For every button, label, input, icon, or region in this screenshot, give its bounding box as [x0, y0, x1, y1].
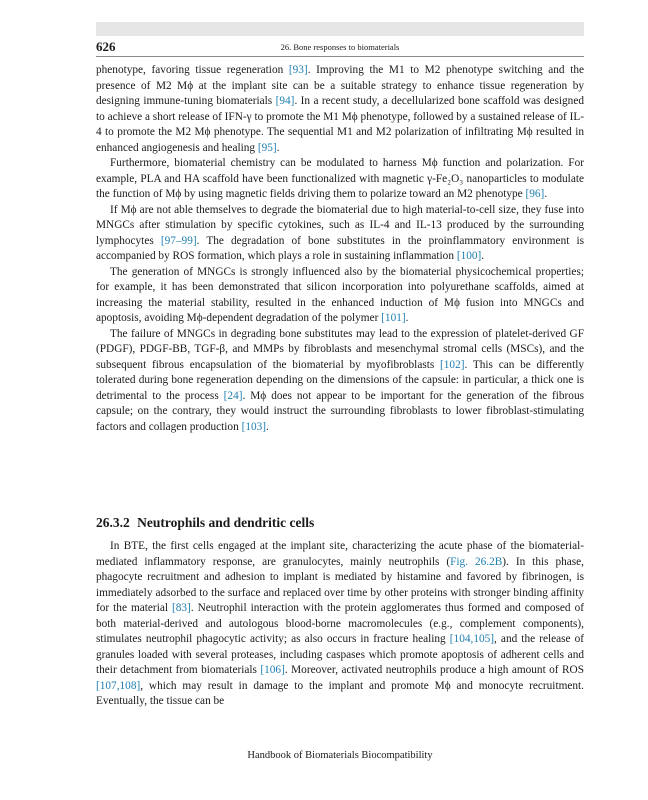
citation-link[interactable]: [104,105] [449, 633, 495, 645]
citation-link[interactable]: [24] [223, 389, 243, 402]
running-head: 26. Bone responses to biomaterials [280, 42, 400, 52]
citation-link[interactable]: [102] [440, 358, 465, 371]
text-run: . Improving the M1 to M2 phenotype switching and the presence of M2 Mϕ at the implant site can be a suitable strategy to enhance tissue regeneration by designing immune-tuning biomaterials [96, 64, 584, 107]
citation-link[interactable]: [95] [257, 141, 277, 154]
paragraph [96, 327, 584, 436]
paragraph [96, 203, 584, 265]
text-run: . Neutrophil interaction with the protein agglomerates thus formed and composed of both material-derived and autologous blood-borne macromolecules (e.g., complement components), stimulates neutrophil phagocytic activity; as also occurs in fracture healing [96, 602, 584, 645]
paragraph [96, 156, 584, 203]
text-run: ). In this phase, phagocyte recruitment and adhesion to implant is mediated by histamine and favored by fibrinogen, is immediately adsorbed to the surface and replaced over time by other proteins with stronger binding affinity for the material [96, 555, 584, 614]
text-run: . The degradation of bone substitutes in the proinflammatory environment is accompanied by ROS formation, which plays a role in sustaining inflammation [96, 234, 584, 262]
text-run: . [481, 250, 485, 262]
section-title: Neutrophils and dendritic cells [137, 515, 315, 530]
text-run: . Mϕ does not appear to be important for the generation of the fibrous capsule; on the contrary, they would instruct the surrounding fibroblasts to lower fibroblast-stimulating factors and collagen production [96, 389, 584, 433]
header-rule [96, 56, 584, 57]
citation-link[interactable]: [83] [171, 602, 191, 614]
citation-link[interactable]: [103] [241, 420, 267, 433]
text-run: , and the release of granules loaded with several proteases, including caspases which promote apoptosis of adherent cells and their detachment from biomaterials [96, 633, 585, 676]
page-footer: Handbook of Biomaterials Biocompatibility [247, 750, 433, 761]
text-run: , which may result in damage to the implant and promote Mϕ and monocyte recruitment. Eventually, the tissue can be [96, 679, 584, 707]
citation-link[interactable]: [97–99] [160, 234, 197, 247]
page-number: 626 [96, 39, 116, 54]
citation-link[interactable]: [107,108] [96, 679, 141, 692]
section-heading [96, 515, 584, 531]
citation-link[interactable]: Fig. 26.2B [450, 555, 503, 568]
page-header [96, 37, 584, 55]
text-run: . This can be differently tolerated during bone regeneration depending on the dimensions of the capsule: in particular, a thick one is detrimental to the process [96, 358, 584, 402]
text-run: If Mϕ are not able themselves to degrade the biomaterial due to high material-to-cell size, they fuse into MNGCs after stimulation by specific cytokines, such as IL-4 and IL-13 produced by the surrounding lymphocytes [96, 203, 584, 247]
citation-link[interactable]: [94] [275, 95, 295, 107]
text-run: . Moreover, activated neutrophils produce a high amount of ROS [284, 664, 584, 676]
text-run: . In a recent study, a decellularized bone scaffold was designed to achieve a short release of IFN-γ to promote the M1 Mϕ phenotype, followed by a sustained release of IL-4 to promote the M2 Mϕ phenotype. The sequential M1 and M2 polarization of infiltrating Mϕ resulted in enhanced angiogenesis and healing [96, 95, 584, 154]
citation-link[interactable]: [101] [381, 312, 406, 324]
text-run: . [544, 188, 548, 200]
text-run: . [276, 141, 280, 154]
section-1-body [96, 63, 584, 435]
paragraph [96, 539, 584, 710]
paragraph [96, 63, 584, 156]
text-run: phenotype, favoring tissue regeneration [96, 64, 289, 76]
text-run: . [266, 420, 269, 433]
text-run: The generation of MNGCs is strongly influenced also by the biomaterial physicochemical properties; for example, it has been demonstrated that silicon incorporation into polyurethane scaffolds, aimed at increasing the material stability, resulted in the enhanced induction of Mϕ fusion into MNGCs and apoptosis, avoiding Mϕ-dependent degradation of the polymer [96, 265, 584, 324]
section-number: 26.3.2 [96, 515, 130, 530]
citation-link[interactable]: [93] [288, 64, 308, 76]
paragraph [96, 265, 584, 327]
section-2-body [96, 539, 584, 710]
text-run: Furthermore, biomaterial chemistry can be modulated to harness Mϕ function and polarization. For example, PLA and HA scaffold have been functionalized with magnetic γ-Fe₂O₃ nanoparticles to modulate the function of Mϕ by using magnetic fields driving them to polarize toward an M2 phenotype [96, 157, 584, 200]
citation-link[interactable]: [100] [456, 250, 482, 262]
text-run: In BTE, the first cells engaged at the implant site, characterizing the acute phase of the biomaterial-mediated inflammatory response, are granulocytes, mainly neutrophils ( [96, 540, 584, 568]
citation-link[interactable]: [96] [525, 188, 545, 200]
text-run: . [405, 312, 409, 324]
header-bar [96, 22, 584, 36]
citation-link[interactable]: [106] [260, 664, 285, 676]
text-run: The failure of MNGCs in degrading bone substitutes may lead to the expression of platelet-derived GF (PDGF), PDGF-BB, TGF-β, and MMPs by fibroblasts and mesenchymal stromal cells (MSCs), and the subsequent fibrous encapsulation of the biomaterial by myofibroblasts [96, 327, 584, 371]
